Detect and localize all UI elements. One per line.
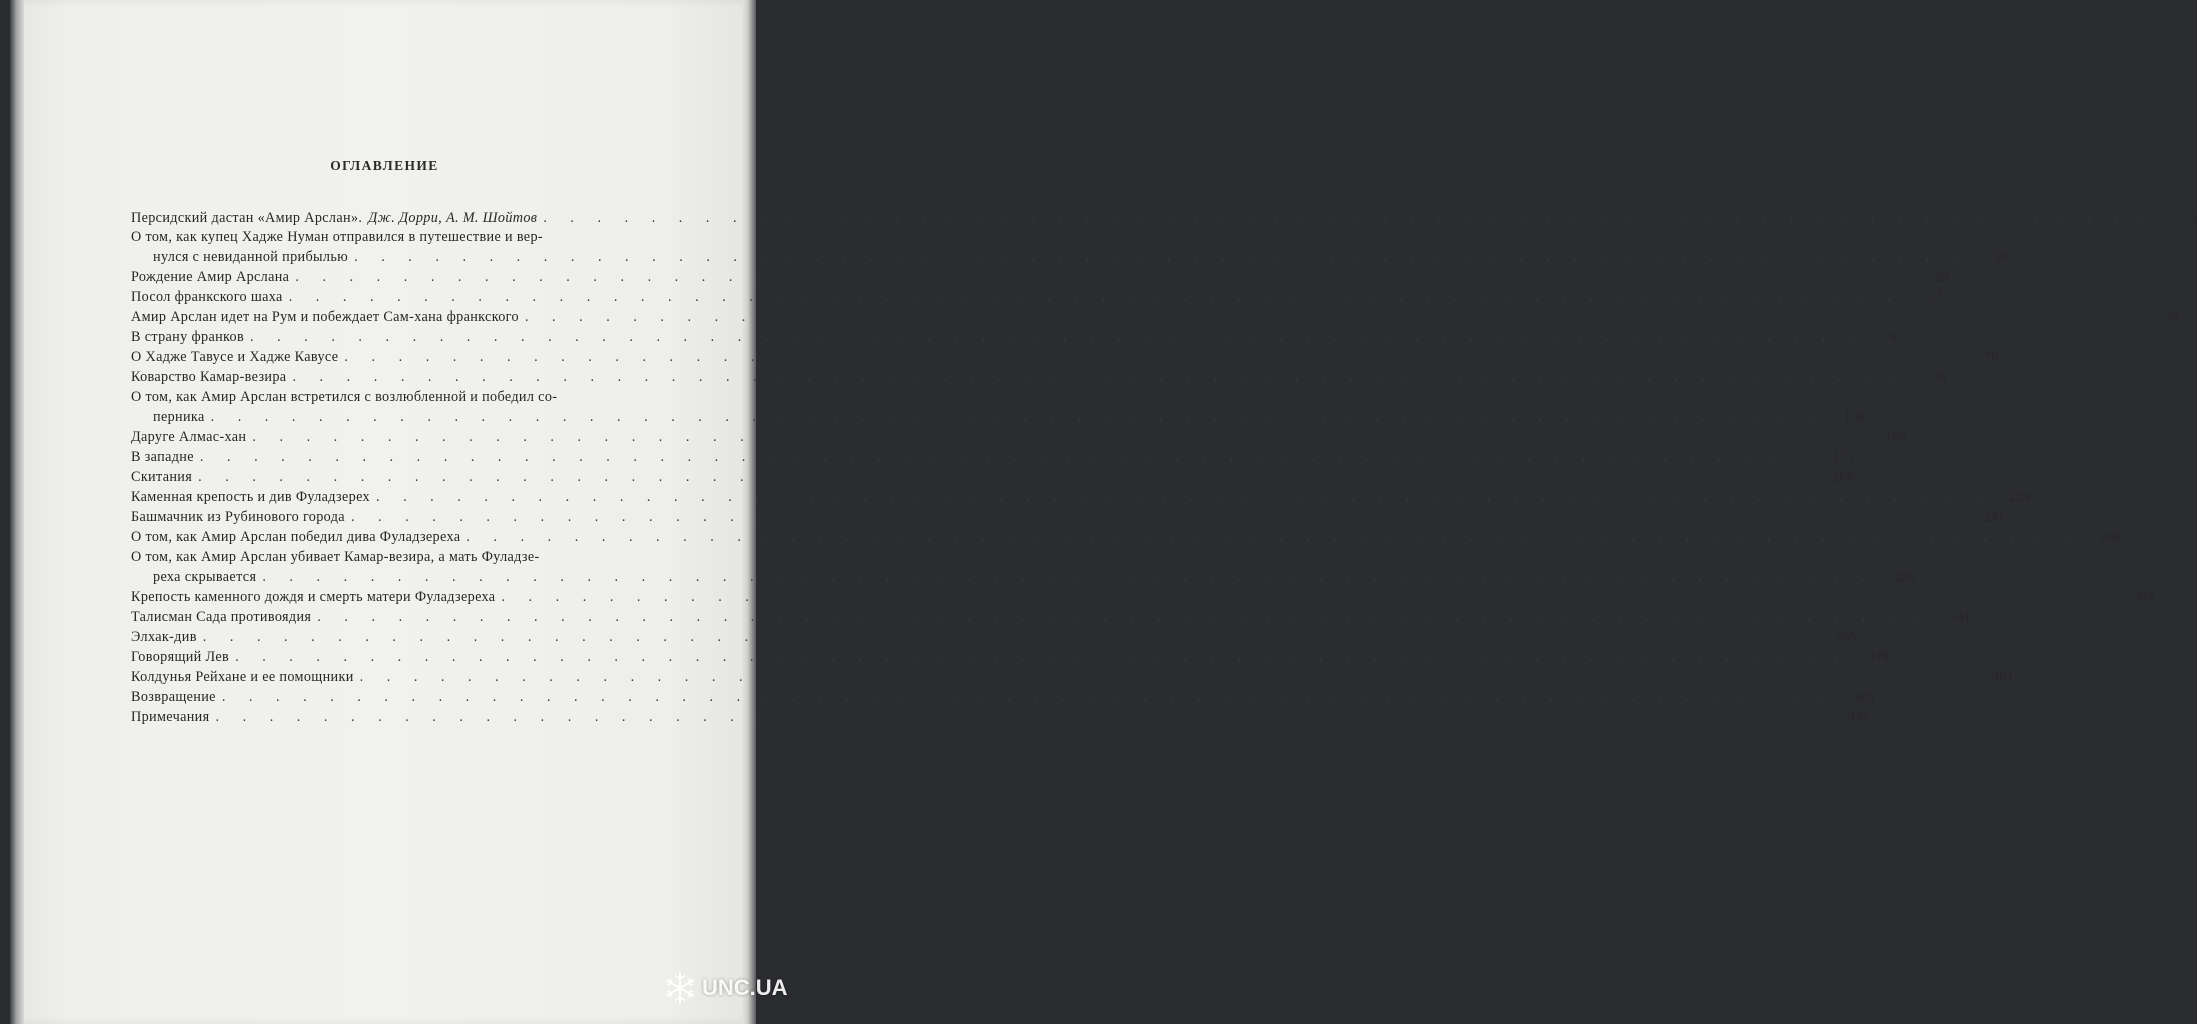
toc-page-number: 173 xyxy=(1832,449,1854,464)
toc-entry xyxy=(131,627,1857,647)
toc-entry xyxy=(131,667,2014,687)
toc-page-number: 241 xyxy=(1983,509,2006,524)
toc-entry xyxy=(131,647,1890,667)
toc-entry xyxy=(131,507,2006,527)
toc-page-number: 289 xyxy=(1895,569,1917,584)
watermark-text: UNC.UA xyxy=(702,975,788,1000)
toc-page-number: 341 xyxy=(1950,609,1972,624)
toc-entry-title: Говорящий Лев xyxy=(131,649,230,665)
toc-entry-title: О том, как Амир Арслан убивает Камар-везира, а мать Фуладзе- xyxy=(131,549,540,565)
toc-entry xyxy=(131,307,2180,327)
toc-entry xyxy=(131,587,2156,607)
toc-entry-title: Башмачник из Рубинового города xyxy=(131,509,345,525)
dot-leader xyxy=(229,647,1847,667)
dot-leader xyxy=(537,209,2155,227)
toc-entry xyxy=(131,547,1917,587)
toc-entry xyxy=(131,447,1854,467)
dot-leader xyxy=(194,447,1812,467)
toc-entry xyxy=(131,687,1876,707)
toc-page-number: 39 xyxy=(2164,309,2180,324)
toc-entry-title: Скитания xyxy=(131,469,193,485)
toc-entry xyxy=(131,367,1947,387)
toc-page-number: 32 xyxy=(1928,289,1943,304)
toc-page-number: 99 xyxy=(1932,369,1947,384)
toc-page-number: 311 xyxy=(2134,589,2156,604)
dot-leader xyxy=(192,467,1810,487)
toc-entry-title: О Хадже Тавусе и Хадже Кавусе xyxy=(131,349,339,365)
toc-entry-title-cont: перника xyxy=(153,409,205,425)
toc-page-number: 268 xyxy=(2099,529,2121,544)
dot-leader xyxy=(354,667,1972,687)
toc-entry-title: Элхак-див xyxy=(131,629,197,645)
toc-page-number: 378 xyxy=(1868,649,1890,664)
dot-leader xyxy=(246,427,1864,447)
dot-leader xyxy=(205,407,1823,427)
toc-entry-title: В западне xyxy=(131,449,194,465)
dot-leader xyxy=(519,307,2137,327)
toc-entry xyxy=(131,347,1999,367)
toc-entry-title-cont: нулся с невиданной прибылью xyxy=(153,249,349,265)
toc-entry-title: Посол франкского шаха xyxy=(131,289,283,305)
toc-entry-title: Примечания xyxy=(131,709,210,725)
dot-leader xyxy=(197,627,1815,647)
dot-leader xyxy=(348,247,1966,267)
toc-entry-title: Даруге Алмас-хан xyxy=(131,429,247,445)
toc-entry xyxy=(131,467,1853,487)
dot-leader xyxy=(338,347,1956,367)
dot-leader xyxy=(460,527,2078,547)
table-of-contents xyxy=(131,209,2197,727)
toc-page-number: 25 xyxy=(1935,269,1950,284)
dot-leader xyxy=(286,367,1904,387)
toc-title: ОГЛАВЛЕНИЕ xyxy=(330,158,439,173)
dot-leader xyxy=(311,607,1929,627)
toc-entry-title: Коварство Камар-везира xyxy=(131,369,287,385)
toc-page-number: 150 xyxy=(1885,429,1907,444)
toc-entry-title: О том, как Амир Арслан победил дива Фуладзереха xyxy=(131,529,461,545)
toc-entry-title: Крепость каменного дождя и смерть матери Фуладзереха xyxy=(131,589,496,605)
toc-entry xyxy=(131,267,1950,287)
toc-entry xyxy=(131,487,2031,507)
toc-page-number: 78 xyxy=(1984,349,1999,364)
dot-leader xyxy=(210,707,1828,727)
toc-entry-title: Персидский дастан «Амир Арслан». xyxy=(131,210,363,226)
toc-page-number: 19 xyxy=(1994,249,2009,264)
toc-entry xyxy=(131,209,2197,227)
toc-page-number: 365 xyxy=(1835,629,1857,644)
dot-leader xyxy=(244,327,1862,347)
toc-entry-title: Колдунья Рейхане и ее помощники xyxy=(131,669,354,685)
toc-entry-title: Амир Арслан идет на Рум и побеждает Сам-хана франкского xyxy=(131,309,519,325)
dot-leader xyxy=(495,587,2113,607)
dot-leader xyxy=(256,567,1874,587)
dot-leader xyxy=(289,267,1907,287)
toc-entry-title-cont: реха скрывается xyxy=(153,569,257,585)
watermark xyxy=(662,968,788,1008)
toc-entry xyxy=(131,607,1972,627)
toc-page-number: 229 xyxy=(2008,489,2031,504)
toc-page-number: 421 xyxy=(1854,689,1876,704)
toc-entry-title: Возвращение xyxy=(131,689,216,705)
toc-entry xyxy=(131,527,2121,547)
dot-leader xyxy=(216,687,1834,707)
toc-entry-title: Рождение Амир Арслана xyxy=(131,269,290,285)
toc-page-number: 5 xyxy=(2190,210,2197,225)
toc-page-number: 62 xyxy=(1890,329,1905,344)
dot-leader xyxy=(345,507,1963,527)
toc-entry-title: О том, как Амир Арслан встретился с возлюбленной и победил со- xyxy=(131,389,558,405)
toc-entry xyxy=(131,287,1943,307)
toc-entry xyxy=(131,227,2009,267)
toc-entry xyxy=(131,387,1865,427)
toc-page-number: 118 xyxy=(1844,409,1865,424)
toc-entry xyxy=(131,707,1870,727)
dot-leader xyxy=(370,487,1988,507)
toc-entry-title: О том, как купец Хадже Нуман отправился в путешествие и вер- xyxy=(131,229,543,245)
page-gutter-shadow xyxy=(10,0,24,1024)
toc-page-number: 214 xyxy=(1831,469,1853,484)
dot-leader xyxy=(283,287,1901,307)
toc-page-number: 437 xyxy=(1848,709,1870,724)
toc-entry-title: Каменная крепость и див Фуладзерех xyxy=(131,489,370,505)
toc-entry xyxy=(131,427,1907,447)
toc-entry-title: В страну франков xyxy=(131,329,245,345)
snowflake-icon xyxy=(662,970,698,1006)
toc-entry-title: Талисман Сада противоядия xyxy=(131,609,312,625)
toc-entry-authors: Дж. Дорри, А. М. Шойтов xyxy=(368,210,538,226)
toc-page-number: 401 xyxy=(1992,669,2014,684)
toc-entry xyxy=(131,327,1905,347)
